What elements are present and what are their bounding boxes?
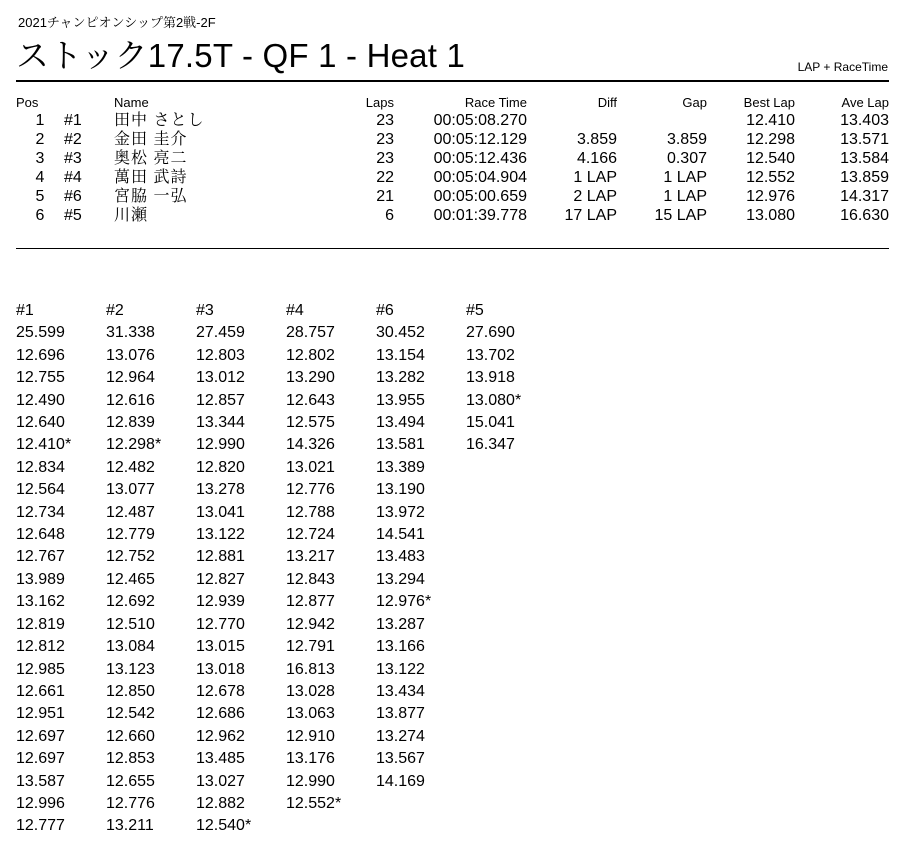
col-header-best-lap: Best Lap: [743, 95, 795, 110]
result-gap: 3.859: [666, 131, 707, 148]
result-driver-name: 川瀬: [114, 207, 149, 224]
result-pos: 2: [35, 131, 45, 148]
result-car-number: #1: [64, 112, 82, 129]
lap-time: 12.776: [106, 794, 155, 812]
lap-time: 12.820: [196, 458, 245, 476]
result-race-time: 00:01:39.778: [433, 207, 527, 224]
lap-time: 12.776: [286, 481, 335, 499]
result-diff: 4.166: [576, 150, 617, 167]
result-ave-lap: 13.859: [840, 169, 889, 186]
event-subtitle: 2021チャンピオンシップ第2戦-2F: [18, 15, 216, 30]
lap-time: 13.344: [196, 414, 245, 432]
lap-time: 12.770: [196, 615, 245, 633]
lap-time: 12.827: [196, 570, 245, 588]
lap-time: 12.850: [106, 682, 155, 700]
lap-time: 12.985: [16, 660, 65, 678]
lap-time: 13.918: [466, 369, 515, 387]
result-gap: 15 LAP: [654, 207, 707, 224]
result-best-lap: 12.552: [746, 169, 795, 186]
result-gap: [617, 111, 707, 130]
result-race-time: 00:05:08.270: [433, 112, 527, 129]
result-gap: 1 LAP: [663, 188, 707, 205]
lap-time: 13.166: [376, 638, 425, 656]
lap-time: 13.581: [376, 436, 425, 454]
result-laps: 23: [376, 131, 394, 148]
lap-time: 13.290: [286, 369, 335, 387]
lap-time: 13.028: [286, 682, 335, 700]
lap-time: 12.882: [196, 794, 245, 812]
lap-time: 12.767: [16, 548, 65, 566]
lap-time: 12.552*: [286, 794, 342, 812]
result-best-lap: 12.540: [746, 150, 795, 167]
lap-time: 13.282: [376, 369, 425, 387]
result-diff: 2 LAP: [573, 188, 617, 205]
lap-time: 12.655: [106, 772, 155, 790]
lap-time: 12.643: [286, 391, 335, 409]
lap-time: 12.490: [16, 391, 65, 409]
lap-time: 12.951: [16, 705, 65, 723]
lap-time: 13.012: [196, 369, 245, 387]
lap-time: 13.274: [376, 727, 425, 745]
result-pos: 6: [35, 207, 45, 224]
lap-column: [196, 300, 286, 838]
lap-time: 13.294: [376, 570, 425, 588]
lap-time: 13.190: [376, 481, 425, 499]
lap-time: 13.217: [286, 548, 335, 566]
lap-time: 12.542: [106, 705, 155, 723]
lap-time: 13.018: [196, 660, 245, 678]
lap-time: 12.648: [16, 526, 65, 544]
result-best-lap: 13.080: [746, 207, 795, 224]
lap-time: 13.389: [376, 458, 425, 476]
report-mode-label: LAP + RaceTime: [797, 60, 888, 74]
lap-time: 12.996: [16, 794, 65, 812]
lap-time: 12.410*: [16, 436, 72, 454]
lap-time: 13.434: [376, 682, 425, 700]
result-car-number: #4: [64, 169, 82, 186]
lap-time: 13.123: [106, 660, 155, 678]
lap-column-driver: #4: [286, 302, 304, 319]
lap-time: 12.964: [106, 369, 155, 387]
lap-time: 12.939: [196, 593, 245, 611]
lap-time: 12.564: [16, 481, 65, 499]
table-row: [16, 111, 889, 130]
lap-column-driver: #6: [376, 302, 394, 319]
lap-time: 31.338: [106, 324, 155, 342]
result-diff: 17 LAP: [564, 207, 617, 224]
lap-time: 13.162: [16, 593, 65, 611]
lap-time: 13.483: [376, 548, 425, 566]
result-pos: 1: [35, 112, 45, 129]
col-header-name: Name: [114, 95, 149, 110]
lap-column: [466, 300, 556, 838]
lap-time: 12.834: [16, 458, 65, 476]
lap-time: 14.541: [376, 526, 425, 544]
lap-column: [16, 300, 106, 838]
lap-time: 12.696: [16, 346, 65, 364]
lap-time: 12.734: [16, 503, 65, 521]
lap-time: 12.910: [286, 727, 335, 745]
lap-column-driver: #5: [466, 302, 484, 319]
result-race-time: 00:05:12.129: [433, 131, 527, 148]
lap-time: 13.494: [376, 414, 425, 432]
table-row: [16, 149, 889, 168]
col-header-num: [64, 94, 114, 111]
table-row: [16, 206, 889, 225]
lap-time: 28.757: [286, 324, 335, 342]
lap-time: 12.877: [286, 593, 335, 611]
result-best-lap: 12.976: [746, 188, 795, 205]
lap-time: 25.599: [16, 324, 65, 342]
lap-column: [376, 300, 466, 838]
lap-time: 12.510: [106, 615, 155, 633]
lap-time: 12.482: [106, 458, 155, 476]
result-ave-lap: 13.584: [840, 150, 889, 167]
col-header-race-time: Race Time: [464, 95, 527, 110]
lap-time: 12.819: [16, 615, 65, 633]
lap-time: 13.015: [196, 638, 245, 656]
lap-time: 12.962: [196, 727, 245, 745]
lap-time: 13.176: [286, 750, 335, 768]
lap-time: 12.990: [286, 772, 335, 790]
lap-time: 12.298*: [106, 436, 162, 454]
lap-time: 13.021: [286, 458, 335, 476]
col-header-pos: Pos: [16, 95, 39, 110]
lap-time: 13.122: [376, 660, 425, 678]
lap-time: 14.326: [286, 436, 335, 454]
lap-time: 13.567: [376, 750, 425, 768]
lap-time: 12.660: [106, 727, 155, 745]
table-row: [16, 130, 889, 149]
lap-time: 13.972: [376, 503, 425, 521]
table-row: [16, 168, 889, 187]
lap-time: 12.661: [16, 682, 65, 700]
result-laps: 21: [376, 188, 394, 205]
col-header-gap: Gap: [682, 95, 707, 110]
result-car-number: #6: [64, 188, 82, 205]
result-race-time: 00:05:04.904: [433, 169, 527, 186]
result-best-lap: 12.410: [746, 112, 795, 129]
lap-time: 12.839: [106, 414, 155, 432]
lap-time: 13.485: [196, 750, 245, 768]
lap-column: [286, 300, 376, 838]
lap-time: 12.575: [286, 414, 335, 432]
results-table: [16, 94, 889, 225]
lap-time: 15.041: [466, 414, 515, 432]
result-best-lap: 12.298: [746, 131, 795, 148]
lap-time: 14.169: [376, 772, 425, 790]
lap-time: 12.465: [106, 570, 155, 588]
lap-time: 16.813: [286, 660, 335, 678]
lap-time: 12.697: [16, 750, 65, 768]
lap-time: 13.076: [106, 346, 155, 364]
result-gap: 0.307: [666, 150, 707, 167]
lap-time: 12.678: [196, 682, 245, 700]
lap-time: 13.080*: [466, 391, 522, 409]
race-title: ストック17.5T - QF 1 - Heat 1: [16, 37, 466, 74]
result-car-number: #5: [64, 207, 82, 224]
lap-time: 12.803: [196, 346, 245, 364]
lap-time: 13.122: [196, 526, 245, 544]
lap-time: 13.587: [16, 772, 65, 790]
results-divider: [16, 248, 889, 249]
lap-time: 12.686: [196, 705, 245, 723]
lap-time: 12.697: [16, 727, 65, 745]
lap-time: 12.791: [286, 638, 335, 656]
lap-time: 13.211: [106, 817, 154, 835]
result-laps: 23: [376, 150, 394, 167]
lap-time: 13.702: [466, 346, 515, 364]
lap-time: 13.154: [376, 346, 425, 364]
table-row: [16, 187, 889, 206]
lap-time: 13.077: [106, 481, 155, 499]
lap-time: 13.287: [376, 615, 425, 633]
result-laps: 6: [385, 207, 394, 224]
lap-column: [106, 300, 196, 838]
lap-time: 12.640: [16, 414, 65, 432]
result-ave-lap: 16.630: [840, 207, 889, 224]
lap-time: 27.690: [466, 324, 515, 342]
lap-time: 12.777: [16, 817, 65, 835]
result-gap: 1 LAP: [663, 169, 707, 186]
results-header-row: [16, 94, 889, 111]
lap-time: 12.990: [196, 436, 245, 454]
result-driver-name: 金田 圭介: [114, 131, 188, 148]
result-pos: 3: [35, 150, 45, 167]
lap-time: 12.942: [286, 615, 335, 633]
lap-time: 13.877: [376, 705, 425, 723]
col-header-diff: Diff: [597, 95, 617, 110]
result-driver-name: 奥松 亮二: [114, 150, 188, 167]
lap-time: 12.812: [16, 638, 65, 656]
result-race-time: 00:05:12.436: [433, 150, 527, 167]
lap-time: 12.857: [196, 391, 245, 409]
col-header-laps: Laps: [365, 95, 394, 110]
col-header-ave-lap: Ave Lap: [841, 95, 889, 110]
lap-time: 12.692: [106, 593, 155, 611]
lap-column-driver: #2: [106, 302, 124, 319]
result-ave-lap: 14.317: [840, 188, 889, 205]
result-diff: 3.859: [576, 131, 617, 148]
lap-time: 12.724: [286, 526, 335, 544]
result-driver-name: 宮脇 一弘: [114, 188, 188, 205]
result-pos: 4: [35, 169, 45, 186]
result-ave-lap: 13.571: [840, 131, 889, 148]
result-laps: 22: [376, 169, 394, 186]
lap-time: 12.755: [16, 369, 65, 387]
result-driver-name: 萬田 武詩: [114, 169, 188, 186]
lap-time: 13.989: [16, 570, 65, 588]
result-laps: 23: [376, 112, 394, 129]
result-diff: 1 LAP: [573, 169, 617, 186]
lap-time: 12.853: [106, 750, 155, 768]
result-ave-lap: 13.403: [840, 112, 889, 129]
lap-time: 12.540*: [196, 817, 252, 835]
lap-time: 12.779: [106, 526, 155, 544]
lap-time: 13.278: [196, 481, 245, 499]
lap-time: 13.084: [106, 638, 155, 656]
result-driver-name: 田中 さとし: [114, 112, 205, 129]
lap-time: 12.843: [286, 570, 335, 588]
lap-time: 12.788: [286, 503, 335, 521]
lap-time: 12.752: [106, 548, 155, 566]
lap-column-driver: #3: [196, 302, 214, 319]
lap-time: 16.347: [466, 436, 515, 454]
lap-time: 12.616: [106, 391, 155, 409]
lap-time: 13.063: [286, 705, 335, 723]
lap-time: 12.976*: [376, 593, 432, 611]
result-race-time: 00:05:00.659: [433, 188, 527, 205]
lap-time: 27.459: [196, 324, 245, 342]
header-divider: [16, 80, 889, 82]
lap-time: 13.041: [196, 503, 245, 521]
lap-column-driver: #1: [16, 302, 34, 319]
result-car-number: #3: [64, 150, 82, 167]
lap-time: 13.955: [376, 391, 425, 409]
lap-time: 12.802: [286, 346, 335, 364]
result-car-number: #2: [64, 131, 82, 148]
lap-time: 12.487: [106, 503, 155, 521]
result-pos: 5: [35, 188, 45, 205]
lap-time: 30.452: [376, 324, 425, 342]
lap-times-grid: [16, 300, 556, 838]
lap-time: 12.881: [196, 548, 245, 566]
lap-time: 13.027: [196, 772, 245, 790]
result-diff: [527, 111, 617, 130]
